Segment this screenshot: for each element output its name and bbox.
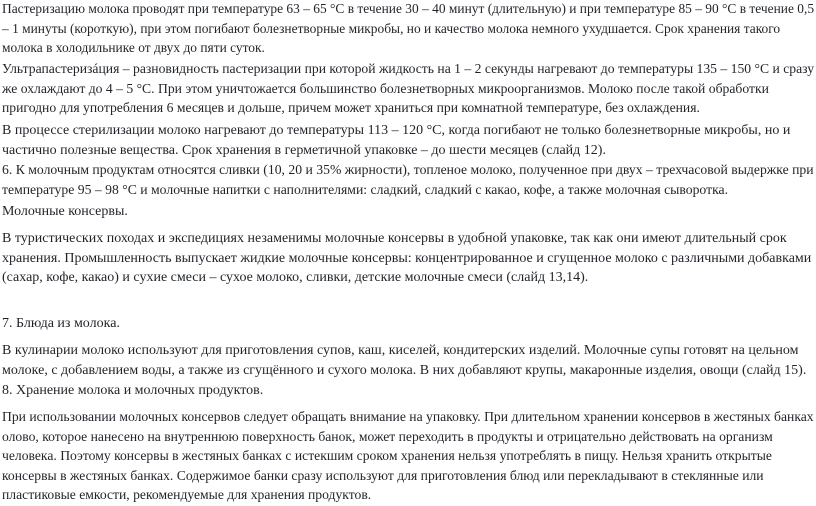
text-line: В кулинарии молоко используют для приготовления супов, каш, киселей, кондитерских изделий. Молочные супы готовят на цельном xyxy=(2,343,799,358)
text-line: хранения. Промышленность выпускает жидкие молочные консервы: концентрированное и сгущенное молоко с различными добавками xyxy=(2,250,812,266)
text-line: пригодно для употребления 6 месяцев и дольше, причем может храниться при комнатной температуре, без охлаждения. xyxy=(2,101,700,116)
paragraph-dairy-products xyxy=(2,161,816,200)
text-line: температуре 95 – 98 °С и молочные напитки с наполнителями: сладкий, сладкий с какао, кофе, а также молочная сыворотка. xyxy=(2,182,729,198)
text-line: В туристических походах и экспедициях незаменимы молочные консервы в удобной упаковке, так как они имеют длительный срок xyxy=(2,231,787,246)
paragraph-sterilization xyxy=(2,121,790,160)
text-line: Пастеризацию молока проводят при температуре 63 – 65 °С в течение 30 – 40 минут (длительную) и при температуре 85 – 90 °С в течение 0,5 xyxy=(2,2,815,17)
heading-storage xyxy=(2,381,263,401)
heading-milk-dishes xyxy=(2,314,120,334)
heading-canned-milk xyxy=(2,202,128,222)
text-line: молока в холодильнике от двух до пяти суток. xyxy=(2,41,265,56)
text-line: Ультрапастеризáция – разновидность пастеризации при которой жидкость на 1 – 2 секунды нагревают до температуры 135 – 150 °С и сразу xyxy=(2,62,815,77)
paragraph-canned-milk xyxy=(2,229,811,288)
paragraph-pasteurization xyxy=(2,0,816,59)
text-line: олово, которое нанесено на внутреннюю поверхность банок, может переходить в продукты и отрицательно действовать на организм xyxy=(2,429,773,445)
text-line: – 1 минуты (короткую), при этом погибают болезнетворные микробы, но и качество молока немного ухудшается. Срок хранения такого xyxy=(2,21,781,37)
text-line: 8. Хранение молока и молочных продуктов. xyxy=(2,383,264,398)
text-line: человека. Поэтому консервы в жестяных банках с истекшим сроком хранения нельзя употреблять в пищу. Нельзя хранить открытые xyxy=(2,449,772,464)
text-line: При использовании молочных консервов следует обращать внимание на упаковку. При длительном хранении консервов в жестяных банках xyxy=(2,410,814,425)
text-line: же охлаждают до 4 – 5 °С. При этом уничтожается большинство болезнетворных микроорганизмов. Молоко после такой обработки xyxy=(2,81,769,97)
text-line: В процессе стерилизации молоко нагревают до температуры 113 – 120 °С, когда погибают не только болезнетворные микробы, но и xyxy=(2,123,791,138)
text-line: 6. К молочным продуктам относятся сливки (10, 20 и 35% жирности), топленое молоко, полученное при двух – трехчасовой выдержке при xyxy=(2,163,814,178)
text-line: Молочные консервы. xyxy=(2,204,128,219)
text-line: 7. Блюда из молока. xyxy=(2,316,120,331)
text-line: пластиковые емкости, рекомендуемые для хранения продуктов. xyxy=(2,488,372,503)
paragraph-milk-dishes xyxy=(2,341,806,380)
paragraph-storage xyxy=(2,408,816,506)
text-line: молоке, с добавлением воды, а также из сгущённого и сухого молока. В них добавляют крупы, макаронные изделия, овощи (слайд 15). xyxy=(2,362,807,378)
paragraph-ultrapasteurization xyxy=(2,60,816,119)
text-line: консервы в жестяных банках. Содержимое банки сразу используют для приготовления блюд или перекладывают в стеклянные или xyxy=(2,468,764,484)
text-line: (сахар, кофе, какао) и сухие смеси – сухое молоко, сливки, детские молочные смеси (слайд 13,14). xyxy=(2,270,589,285)
text-line: частично полезные вещества. Срок хранения в герметичной упаковке – до шести месяцев (слайд 12). xyxy=(2,142,606,158)
